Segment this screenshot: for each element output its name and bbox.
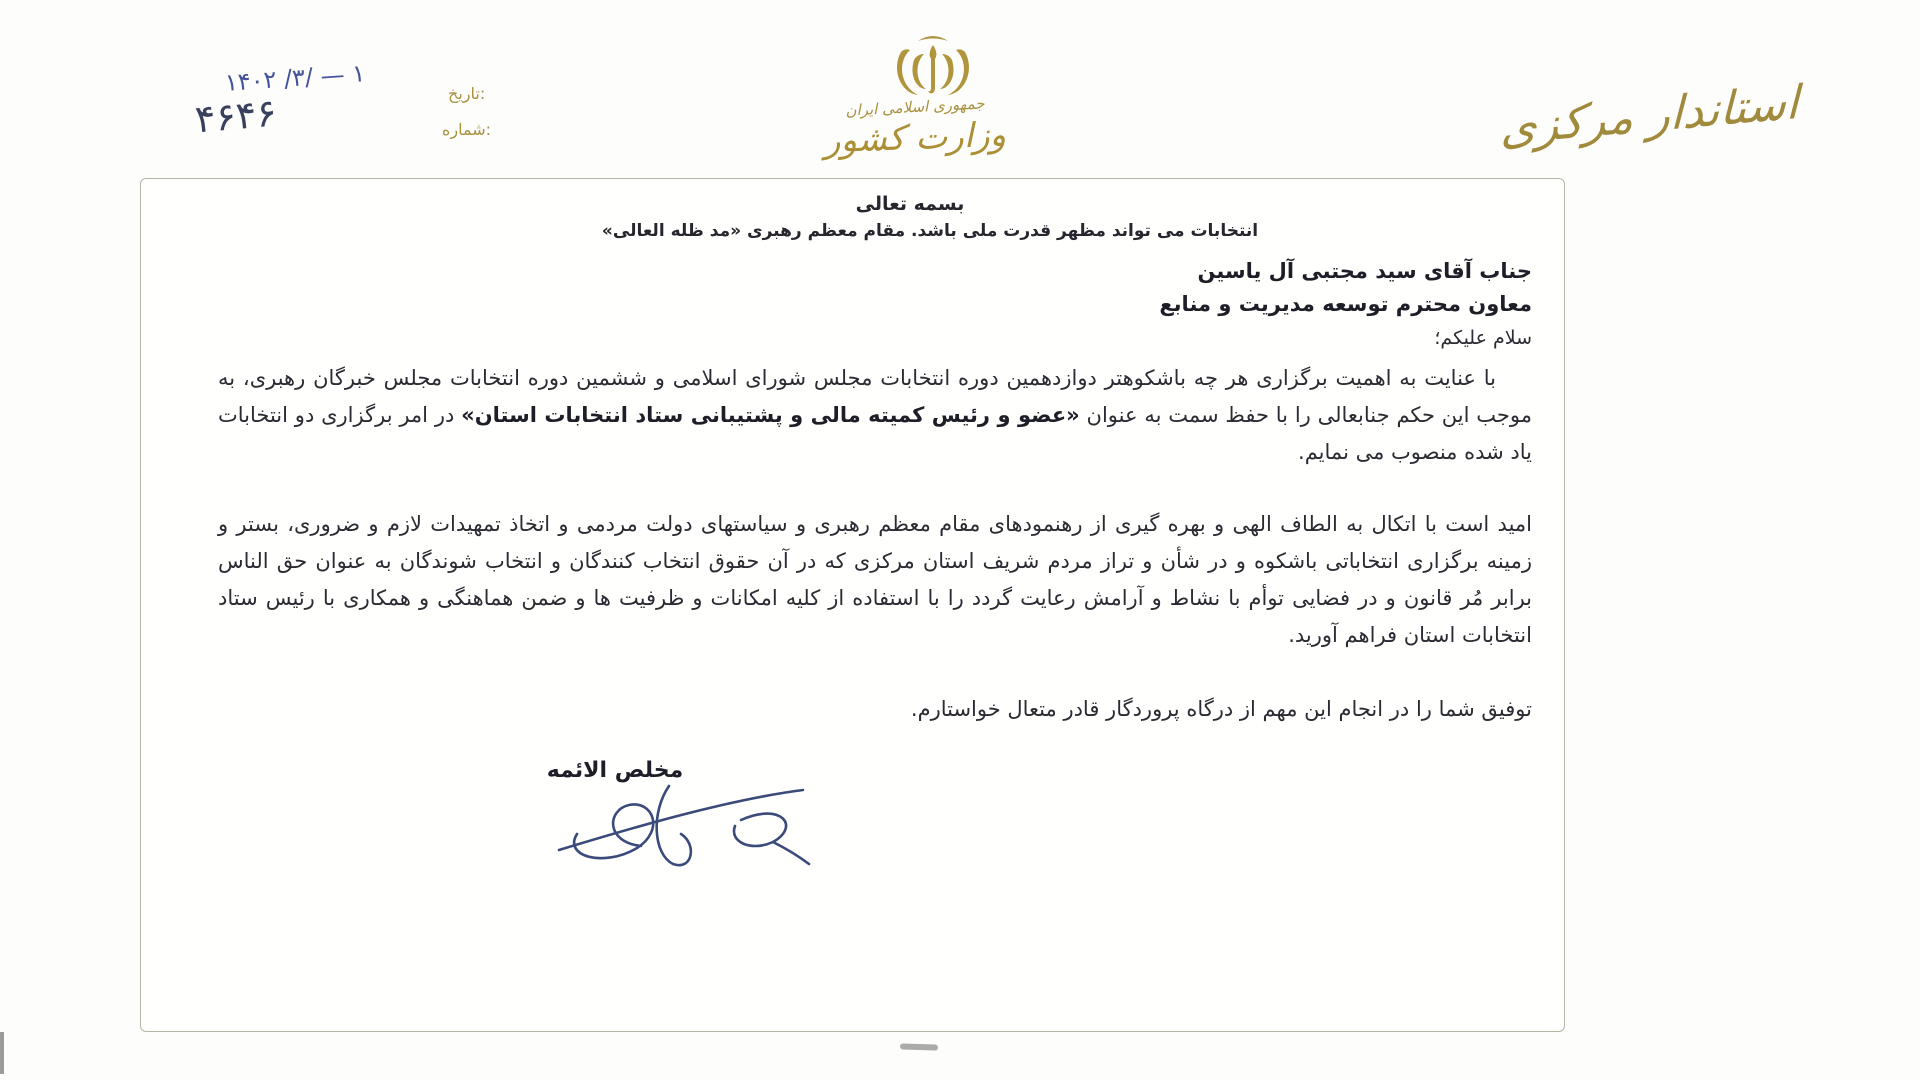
date-label: تاریخ: <box>448 84 486 103</box>
handwritten-date-value: ۱۴۰۲ /۳/ — ۱ <box>223 59 367 97</box>
besmeleh-line: بسمه تعالی <box>855 193 965 215</box>
paragraph-appointment <box>218 360 1532 471</box>
handwritten-number-value: ۴۶۴۶ <box>193 90 279 142</box>
paragraph-appointment-tail: در امر برگزاری دو انتخابات یاد شده منصوب می نمایم. <box>218 403 1532 464</box>
addressee-name: جناب آقای سید مجتبی آل یاسین <box>1197 259 1532 283</box>
org-name-line2: وزارت کشور <box>823 114 1007 162</box>
office-calligraphy: استاندار مرکزی <box>1500 74 1799 156</box>
handwritten-signature <box>545 772 815 877</box>
paragraph-appointment-text: با عنایت به اهمیت برگزاری هر چه باشکوهتر دوازدهمین دوره انتخابات مجلس شورای اسلامی و ششمین دوره انتخابات مجلس خبرگان رهبری، به موجب این حکم جنابعالی را با حفظ سمت به عنوان <box>218 366 1532 427</box>
appointment-title-bold: «عضو و رئیس کمیته مالی و پشتیبانی ستاد انتخابات استان» <box>461 403 1080 427</box>
paragraph-expectations: امید است با اتکال به الطاف الهی و بهره گیری از رهنمودهای مقام معظم رهبری و سیاستهای دولت مردمی و اتخاذ تمهیدات لازم و ضروری، بستر و زمینه برگزاری انتخاباتی باشکوه و در شأن و تراز مردم شریف استان مرکزی که در آن حقوق انتخاب کنندگان و انتخاب شوندگان به عنوان حق الناس برابر مُر قانون و در فضایی توأم با نشاط و آرامش رعایت گردد را با استفاده از کلیه امکانات و ظرفیت ها و ضمن هماهنگی و همکاری با رئیس ستاد انتخابات استان فراهم آورید. <box>218 512 1532 647</box>
scan-dash-artifact <box>900 1043 938 1050</box>
org-name-line1: جمهوری اسلامی ایران <box>845 94 985 120</box>
number-label: شماره: <box>442 120 492 139</box>
addressee-title: معاون محترم توسعه مدیریت و منابع <box>1159 292 1532 316</box>
salutation-line: سلام علیکم؛ <box>1434 327 1532 349</box>
paragraph-closing: توفیق شما را در انجام این مهم از درگاه پروردگار قادر متعال خواستارم. <box>910 697 1532 721</box>
scan-edge-artifact <box>0 1032 4 1074</box>
slogan-line: انتخابات می تواند مظهر قدرت ملی باشد. مقام معظم رهبری «مد ظله العالی» <box>601 221 1259 241</box>
signer-name: مخلص الائمه <box>546 758 684 783</box>
